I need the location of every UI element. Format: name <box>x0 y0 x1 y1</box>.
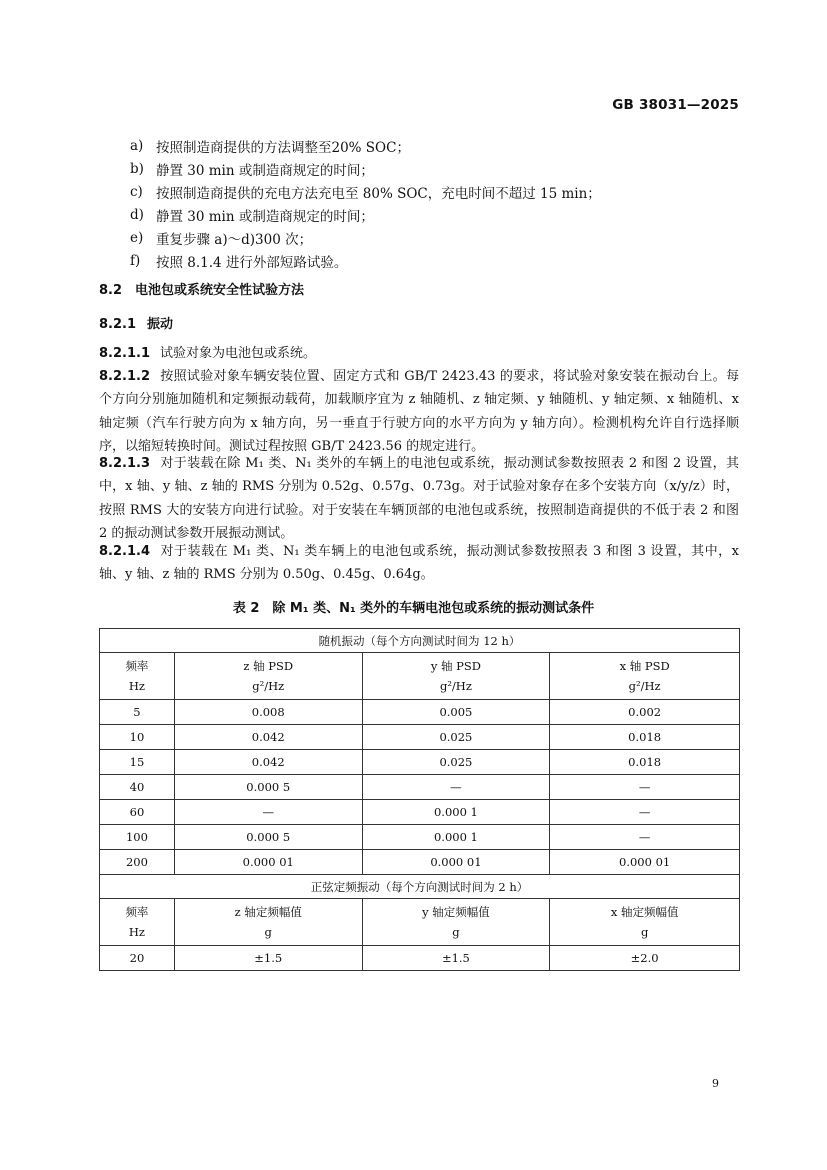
paragraph-text: 对于装载在 M₁ 类、N₁ 类车辆上的电池包或系统，振动测试参数按照表 3 和图 3 设置，其中，x 轴、y 轴、z 轴的 RMS 分别为 0.50g、0.45g、0.64g。 <box>99 544 739 583</box>
table-cell: 40 <box>100 775 175 800</box>
section-number: 8.2 <box>99 283 123 298</box>
list-item <box>130 249 750 272</box>
item-text: 按照 8.1.4 进行外部短路试验。 <box>156 254 348 271</box>
header-cell <box>174 653 362 700</box>
header-unit: g²/Hz <box>628 679 661 693</box>
header-cell <box>550 653 740 700</box>
table-cell: 0.000 1 <box>362 800 550 825</box>
table-cell: 0.025 <box>362 725 550 750</box>
table-cell: — <box>550 800 740 825</box>
step-list <box>130 134 750 272</box>
item-text: 静置 30 min 或制造商规定的时间； <box>156 162 374 179</box>
header-unit: Hz <box>128 679 145 693</box>
paragraph-8-2-1-4 <box>99 540 739 587</box>
paragraph-number: 8.2.1.2 <box>99 369 150 384</box>
header-name: z 轴 PSD <box>243 659 294 673</box>
item-marker: b) <box>130 160 144 177</box>
table-cell: 15 <box>100 750 175 775</box>
header-cell <box>362 899 550 946</box>
header-name: 频率 <box>125 905 149 919</box>
header-name: y 轴 PSD <box>430 659 481 673</box>
table-cell: 0.000 01 <box>550 850 740 875</box>
item-text: 静置 30 min 或制造商规定的时间； <box>156 208 374 225</box>
table-cell: 0.000 5 <box>174 825 362 850</box>
item-marker: e) <box>130 229 144 246</box>
table-cell: — <box>174 800 362 825</box>
table-cell: — <box>550 775 740 800</box>
table-cell: 0.018 <box>550 750 740 775</box>
table-header-row <box>100 653 740 700</box>
header-name: x 轴 PSD <box>619 659 670 673</box>
item-text: 按照制造商提供的充电方法充电至 80% SOC，充电时间不超过 15 min； <box>156 185 601 202</box>
table-cell: 200 <box>100 850 175 875</box>
table-row <box>100 629 740 653</box>
item-marker: c) <box>130 183 143 200</box>
section-heading-8-2-1 <box>99 313 173 332</box>
table-cell: 0.000 5 <box>174 775 362 800</box>
header-unit: g²/Hz <box>252 679 285 693</box>
table-cell: 20 <box>100 946 175 971</box>
item-text: 重复步骤 a)～d)300 次； <box>156 231 313 248</box>
table-row <box>100 700 740 725</box>
table-cell: 0.042 <box>174 750 362 775</box>
table-cell: 0.000 01 <box>174 850 362 875</box>
table-row <box>100 750 740 775</box>
table-row <box>100 850 740 875</box>
item-text: 按照制造商提供的方法调整至20% SOC； <box>156 139 410 156</box>
table-cell: 0.005 <box>362 700 550 725</box>
paragraph-number: 8.2.1.3 <box>99 456 150 471</box>
paragraph-8-2-1-3 <box>99 452 739 545</box>
header-cell <box>100 653 175 700</box>
section-title: 电池包或系统安全性试验方法 <box>135 283 305 298</box>
table-cell: ±1.5 <box>174 946 362 971</box>
list-item <box>130 134 750 157</box>
table-row <box>100 800 740 825</box>
random-vibration-title: 随机振动（每个方向测试时间为 12 h） <box>100 629 740 653</box>
table-cell: 0.025 <box>362 750 550 775</box>
header-name: x 轴定频幅值 <box>610 905 679 919</box>
item-marker: a) <box>130 137 144 154</box>
section-number: 8.2.1 <box>99 317 137 332</box>
paragraph-number: 8.2.1.4 <box>99 544 150 559</box>
header-cell <box>174 899 362 946</box>
header-cell <box>100 899 175 946</box>
table-cell: 60 <box>100 800 175 825</box>
header-name: z 轴定频幅值 <box>234 905 302 919</box>
table-cell: 0.002 <box>550 700 740 725</box>
sine-vibration-title: 正弦定频振动（每个方向测试时间为 2 h） <box>100 875 740 899</box>
vibration-test-table <box>99 628 740 971</box>
list-item <box>130 203 750 226</box>
table-cell: ±2.0 <box>550 946 740 971</box>
table-cell: 0.000 01 <box>362 850 550 875</box>
paragraph-text: 对于装载在除 M₁ 类、N₁ 类外的车辆上的电池包或系统，振动测试参数按照表 2 和图 2 设置，其中，x 轴、y 轴、z 轴的 RMS 分别为 0.52g、0.57g、0.73g。对于试验对象存在多个安装方向（x/y/z）时，按照 RMS 大的安装方向进行试验。对于安装在车辆顶部的电池包或系统，按照制造商提供的不低于表 2 和图 2 的振动测试参数开展振动测试。 <box>99 456 739 541</box>
table-cell: 0.042 <box>174 725 362 750</box>
table-header-row <box>100 899 740 946</box>
item-marker: f) <box>130 252 141 269</box>
header-cell <box>362 653 550 700</box>
page-number: 9 <box>712 1077 719 1090</box>
table-row <box>100 725 740 750</box>
section-heading-8-2 <box>99 279 304 298</box>
paragraph-8-2-1-2 <box>99 365 739 458</box>
table-caption: 表 2 除 M₁ 类、N₁ 类外的车辆电池包或系统的振动测试条件 <box>232 601 595 616</box>
list-item <box>130 226 750 249</box>
header-name: 频率 <box>125 659 149 673</box>
paragraph-8-2-1-1 <box>99 342 739 365</box>
table-cell: 0.008 <box>174 700 362 725</box>
header-unit: g <box>640 925 649 939</box>
header-unit: g <box>452 925 460 939</box>
item-marker: d) <box>130 206 144 223</box>
table-cell: — <box>550 825 740 850</box>
header-unit: Hz <box>128 925 145 939</box>
header-cell <box>550 899 740 946</box>
table-row <box>100 946 740 971</box>
paragraph-number: 8.2.1.1 <box>99 346 150 361</box>
header-name: y 轴定频幅值 <box>422 905 490 919</box>
table-row <box>100 825 740 850</box>
section-title: 振动 <box>147 317 174 332</box>
table-cell: 0.018 <box>550 725 740 750</box>
table-row <box>100 875 740 899</box>
header-unit: g <box>264 925 272 939</box>
list-item <box>130 157 750 180</box>
paragraph-text: 按照试验对象车辆安装位置、固定方式和 GB/T 2423.43 的要求，将试验对象安装在振动台上。每个方向分别施加随机和定频振动载荷，加载顺序宜为 z 轴随机、z 轴定频、y 轴随机、y 轴定频、x 轴随机、x 轴定频（汽车行驶方向为 x 轴方向，另一垂直于行驶方向的水平方向为 y 轴方向）。检测机构允许自行选择顺序，以缩短转换时间。测试过程按照 GB/T 2423.56 的规定进行。 <box>99 369 739 454</box>
table-cell: 100 <box>100 825 175 850</box>
table-cell: 10 <box>100 725 175 750</box>
table-cell: 0.000 1 <box>362 825 550 850</box>
paragraph-text: 试验对象为电池包或系统。 <box>160 346 317 361</box>
table-cell: 5 <box>100 700 175 725</box>
table-row <box>100 775 740 800</box>
standard-code: GB 38031—2025 <box>612 97 739 113</box>
table-cell: ±1.5 <box>362 946 550 971</box>
list-item <box>130 180 750 203</box>
table-cell: — <box>362 775 550 800</box>
header-unit: g²/Hz <box>439 679 472 693</box>
